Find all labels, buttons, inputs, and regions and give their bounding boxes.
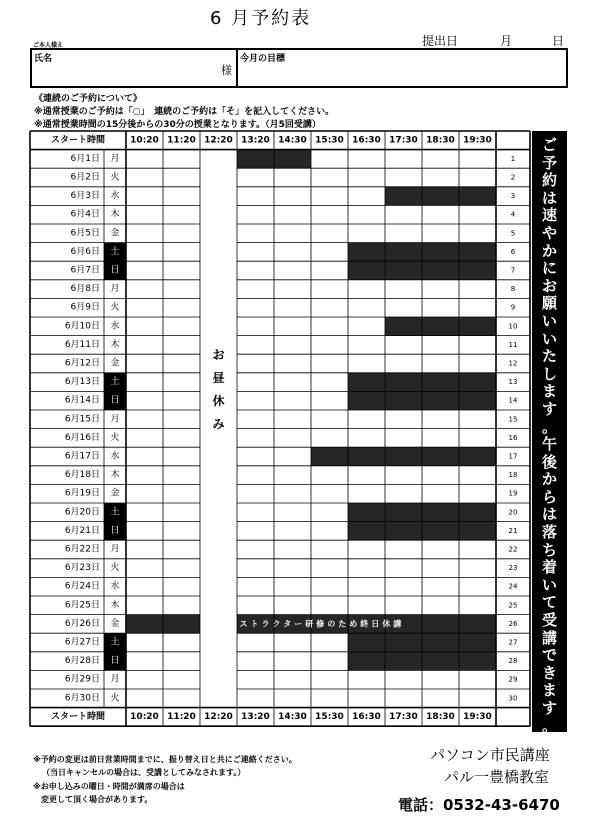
row-date: 6月1日 xyxy=(70,153,100,164)
unavailable-slot xyxy=(348,243,385,262)
header-time-label: 11:20 xyxy=(167,135,196,146)
row-weekday: 月 xyxy=(110,674,120,685)
row-date: 6月8日 xyxy=(70,284,100,295)
sidebar-char: 速 xyxy=(541,206,557,225)
unavailable-slot xyxy=(385,633,422,652)
row-date: 6月19日 xyxy=(64,488,100,499)
footer-time-label: 13:20 xyxy=(241,711,270,722)
unavailable-slot xyxy=(348,503,385,522)
row-date: 6月6日 xyxy=(70,246,100,257)
row-date: 6月24日 xyxy=(64,581,100,592)
row-date: 6月22日 xyxy=(64,544,100,555)
unavailable-slot xyxy=(459,652,496,671)
row-number: 8 xyxy=(510,285,516,294)
row-weekday: 火 xyxy=(110,302,120,313)
unavailable-slot xyxy=(422,522,459,541)
unavailable-slot xyxy=(422,447,459,466)
sidebar-char: ち xyxy=(541,540,557,559)
footer-note-change-request: 変更して頂く場合があります。 xyxy=(33,795,153,804)
unavailable-slot xyxy=(422,243,459,262)
row-weekday: 金 xyxy=(110,488,120,499)
row-date: 6月16日 xyxy=(64,432,100,443)
row-number: 3 xyxy=(510,192,516,201)
sidebar-char: は xyxy=(541,505,557,524)
row-date: 6月30日 xyxy=(64,693,100,704)
sidebar-char: 予 xyxy=(541,153,557,172)
row-date: 6月25日 xyxy=(64,600,100,611)
row-date: 6月12日 xyxy=(64,358,100,369)
row-weekday: 月 xyxy=(110,414,120,425)
footer-time-label: 11:20 xyxy=(167,711,196,722)
unavailable-slot xyxy=(422,503,459,522)
row-number: 9 xyxy=(510,303,516,312)
unavailable-slot xyxy=(348,447,385,466)
unavailable-slot xyxy=(459,373,496,392)
unavailable-slot xyxy=(385,503,422,522)
row-date: 6月7日 xyxy=(70,265,100,276)
unavailable-slot xyxy=(348,652,385,671)
sidebar-char: い xyxy=(541,311,557,330)
unavailable-slot xyxy=(459,187,496,206)
row-number: 1 xyxy=(510,154,516,163)
unavailable-slot xyxy=(311,447,348,466)
sidebar-char: ら xyxy=(541,487,557,506)
unavailable-slot xyxy=(348,633,385,652)
header-time-label: 14:30 xyxy=(278,135,307,146)
row-number: 13 xyxy=(508,378,518,387)
footer-time-label: 12:20 xyxy=(204,711,233,722)
row-date: 6月27日 xyxy=(64,637,100,648)
phone-number: 電話：0532-43-6470 xyxy=(398,796,560,814)
sidebar-char: 願 xyxy=(541,294,557,313)
unavailable-slot xyxy=(422,187,459,206)
goal-field-label: 今月の目標 xyxy=(240,54,286,64)
row-weekday: 木 xyxy=(110,470,120,481)
sidebar-char: に xyxy=(541,259,557,278)
sidebar-char: は xyxy=(541,188,557,207)
unavailable-slot xyxy=(348,391,385,410)
row-number: 23 xyxy=(508,564,518,573)
row-weekday: 土 xyxy=(110,377,120,388)
unavailable-slot xyxy=(385,652,422,671)
sidebar-char: し xyxy=(541,364,557,383)
row-date: 6月10日 xyxy=(64,321,100,332)
header-time-label: 16:30 xyxy=(352,135,381,146)
unavailable-slot xyxy=(459,317,496,336)
unavailable-slot xyxy=(274,150,311,169)
unavailable-slot xyxy=(385,261,422,280)
row-date: 6月20日 xyxy=(64,507,100,518)
footer-time-label: 16:30 xyxy=(352,711,381,722)
row-weekday: 土 xyxy=(110,637,120,648)
row-number: 19 xyxy=(508,489,518,498)
unavailable-slot xyxy=(459,633,496,652)
row-weekday: 金 xyxy=(110,358,120,369)
header-time-label: 17:30 xyxy=(389,135,418,146)
header-time-label: 18:30 xyxy=(426,135,455,146)
lesson-time-note: ※通常授業時間の15分後からの30分の授業となります。（月5回受講） xyxy=(34,120,321,130)
row-date: 6月17日 xyxy=(64,451,100,462)
sidebar-char: 約 xyxy=(541,171,557,190)
row-number: 28 xyxy=(508,657,518,666)
row-date: 6月4日 xyxy=(70,209,100,220)
row-weekday: 火 xyxy=(110,693,120,704)
sidebar-char: す xyxy=(541,399,557,418)
row-weekday: 月 xyxy=(110,544,120,555)
row-date: 6月15日 xyxy=(64,414,100,425)
header-time-label: 13:20 xyxy=(241,135,270,146)
row-number: 5 xyxy=(510,229,516,238)
sidebar-char: お xyxy=(541,276,557,295)
lunch-break-label: お xyxy=(212,348,225,362)
footer-note-change: ※予約の変更は前日営業時間までに、振り替え日と共にご連絡ください。 xyxy=(33,755,297,764)
sidebar-char: き xyxy=(541,663,557,682)
unavailable-slot xyxy=(459,243,496,262)
unavailable-slot xyxy=(459,447,496,466)
header-time-label: 10:20 xyxy=(130,135,159,146)
unavailable-slot xyxy=(422,652,459,671)
row-weekday: 木 xyxy=(110,339,120,350)
row-date: 6月2日 xyxy=(70,172,100,183)
row-weekday: 日 xyxy=(110,395,120,406)
row-weekday: 火 xyxy=(110,563,120,574)
sidebar-char: 後 xyxy=(541,452,557,471)
lunch-break-label: み xyxy=(212,417,225,431)
sidebar-char: で xyxy=(541,646,557,665)
unavailable-slot xyxy=(422,391,459,410)
lunch-break-label: 休 xyxy=(212,394,225,408)
unavailable-slot xyxy=(459,391,496,410)
row-weekday: 水 xyxy=(110,451,120,462)
header-start-time-label: スタート時間 xyxy=(50,135,106,146)
unavailable-slot xyxy=(237,150,274,169)
lunch-break-label: 昼 xyxy=(212,371,225,385)
row-weekday: 水 xyxy=(110,191,120,202)
row-date: 6月28日 xyxy=(64,656,100,667)
name-caption: ご本人様え xyxy=(33,42,64,49)
closed-day-banner: インストラクター研修のため終日休講 xyxy=(217,619,405,629)
row-date: 6月11日 xyxy=(64,339,100,350)
row-weekday: 日 xyxy=(110,525,120,536)
submit-day-label: 日 xyxy=(552,34,565,48)
unavailable-slot xyxy=(459,503,496,522)
unavailable-slot xyxy=(385,373,422,392)
unavailable-slot xyxy=(348,261,385,280)
unavailable-slot xyxy=(385,317,422,336)
row-weekday: 金 xyxy=(110,618,120,629)
row-number: 10 xyxy=(508,322,518,331)
footer-time-label: 14:30 xyxy=(278,711,307,722)
unavailable-slot xyxy=(385,391,422,410)
footer-time-label: 15:30 xyxy=(315,711,344,722)
school-name: パソコン市民講座 xyxy=(430,746,550,764)
footer-note-full: ※お申し込みの曜日・時間が満席の場合は xyxy=(33,782,185,791)
row-date: 6月9日 xyxy=(70,302,100,313)
unavailable-slot xyxy=(459,261,496,280)
footer-time-label: 18:30 xyxy=(426,711,455,722)
school-branch: パル一豊橋教室 xyxy=(444,768,550,786)
booking-instruction-note: ※通常授業のご予約は「○」 連続のご予約は「そ」を記入してください。 xyxy=(34,107,335,117)
sidebar-char: ま xyxy=(541,382,557,401)
sidebar-char: ご xyxy=(541,136,557,154)
row-number: 11 xyxy=(508,340,518,349)
sidebar-char: た xyxy=(541,347,557,366)
sidebar-char: や xyxy=(541,223,557,242)
row-weekday: 日 xyxy=(110,656,120,667)
row-weekday: 土 xyxy=(110,507,120,518)
row-weekday: 月 xyxy=(110,153,120,164)
sidebar-char: 。 xyxy=(541,417,557,436)
header-time-label: 15:30 xyxy=(315,135,344,146)
row-weekday: 土 xyxy=(110,246,120,257)
row-number: 7 xyxy=(510,266,516,275)
sidebar-char: 受 xyxy=(541,611,557,630)
unavailable-slot xyxy=(385,447,422,466)
footer-start-time-label: スタート時間 xyxy=(50,711,106,722)
row-date: 6月3日 xyxy=(70,191,100,202)
row-number: 24 xyxy=(508,582,518,591)
row-number: 22 xyxy=(508,545,518,554)
row-date: 6月29日 xyxy=(64,674,100,685)
sidebar-message xyxy=(532,131,567,735)
row-number: 20 xyxy=(508,508,518,517)
unavailable-slot xyxy=(348,522,385,541)
sidebar-char: 落 xyxy=(541,523,557,542)
row-number: 30 xyxy=(508,694,518,703)
submit-date-label: 提出日 xyxy=(422,34,459,48)
sidebar-char: か xyxy=(541,470,557,489)
row-date: 6月21日 xyxy=(64,525,100,536)
row-number: 26 xyxy=(508,619,518,628)
unavailable-slot xyxy=(422,633,459,652)
unavailable-slot xyxy=(348,373,385,392)
row-number: 25 xyxy=(508,601,518,610)
row-weekday: 水 xyxy=(110,321,120,332)
sidebar-char: 。 xyxy=(541,716,557,735)
unavailable-slot xyxy=(422,261,459,280)
row-weekday: 火 xyxy=(110,172,120,183)
row-weekday: 金 xyxy=(110,228,120,239)
unavailable-slot xyxy=(459,522,496,541)
row-weekday: 火 xyxy=(110,432,120,443)
row-date: 6月18日 xyxy=(64,470,100,481)
row-number: 17 xyxy=(508,452,518,461)
sidebar-char: ま xyxy=(541,681,557,700)
row-number: 6 xyxy=(510,247,516,256)
unavailable-slot xyxy=(422,317,459,336)
sidebar-char: か xyxy=(541,241,557,260)
row-number: 2 xyxy=(510,173,516,182)
row-weekday: 木 xyxy=(110,600,120,611)
row-number: 12 xyxy=(508,359,518,368)
footer-note-cancel: （当日キャンセルの場合は、受講としてみなされます。） xyxy=(42,768,246,777)
unavailable-slot xyxy=(385,243,422,262)
footer-time-label: 10:20 xyxy=(130,711,159,722)
row-number: 15 xyxy=(508,415,518,424)
row-number: 18 xyxy=(508,471,518,480)
row-number: 29 xyxy=(508,675,518,684)
row-weekday: 日 xyxy=(110,265,120,276)
row-number: 16 xyxy=(508,433,518,442)
row-number: 14 xyxy=(508,396,518,405)
unavailable-slot xyxy=(385,187,422,206)
row-weekday: 月 xyxy=(110,284,120,295)
row-date: 6月5日 xyxy=(70,228,100,239)
row-date: 6月13日 xyxy=(64,377,100,388)
header-time-label: 12:20 xyxy=(204,135,233,146)
unavailable-slot xyxy=(422,373,459,392)
footer-time-label: 17:30 xyxy=(389,711,418,722)
name-suffix: 様 xyxy=(221,64,232,77)
sidebar-char: 講 xyxy=(541,628,557,647)
sidebar-char: 着 xyxy=(541,558,557,577)
row-date: 6月14日 xyxy=(64,395,100,406)
row-number: 21 xyxy=(508,526,518,535)
name-field-label: 氏名 xyxy=(34,54,53,64)
row-date: 6月26日 xyxy=(64,618,100,629)
row-weekday: 水 xyxy=(110,581,120,592)
unavailable-slot xyxy=(385,522,422,541)
sidebar-char: 午 xyxy=(541,435,557,454)
page-title: 6 月予約表 xyxy=(210,8,312,29)
row-weekday: 木 xyxy=(110,209,120,220)
sidebar-char: す xyxy=(541,699,557,717)
sidebar-char: い xyxy=(541,329,557,348)
footer-time-label: 19:30 xyxy=(463,711,492,722)
row-date: 6月23日 xyxy=(64,563,100,574)
row-number: 27 xyxy=(508,638,518,647)
row-number: 4 xyxy=(510,210,516,219)
sidebar-char: て xyxy=(541,593,557,612)
consecutive-booking-heading: 《連続のご予約について》 xyxy=(34,94,142,104)
sidebar-char: い xyxy=(541,575,557,594)
header-time-label: 19:30 xyxy=(463,135,492,146)
submit-month-label: 月 xyxy=(500,34,513,48)
